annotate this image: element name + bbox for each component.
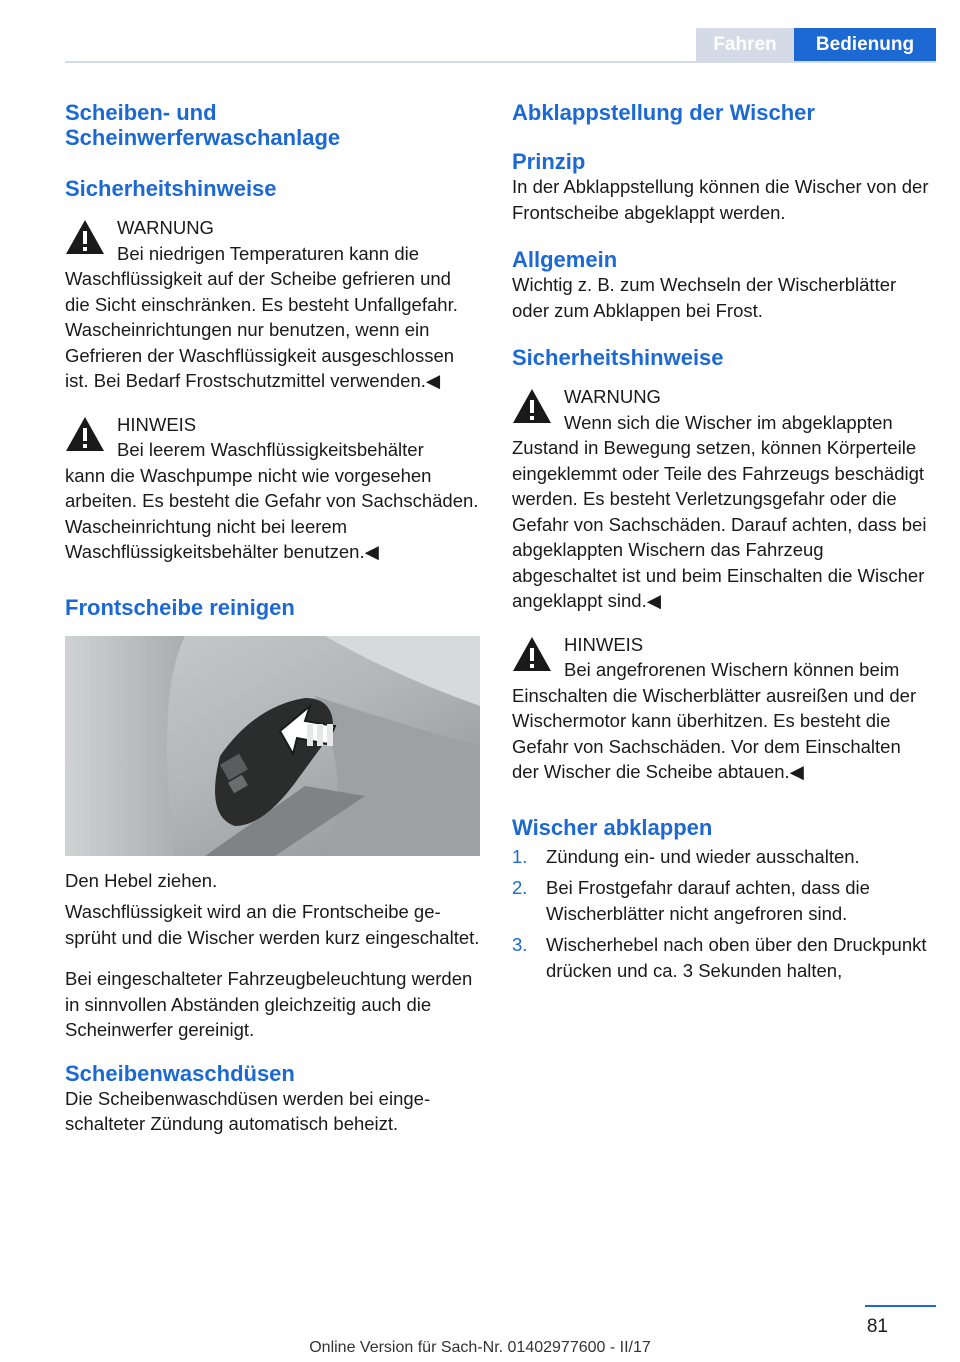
- spray-text: Waschflüssigkeit wird an die Frontscheibe gesprüht und die Wischer werden kurz eingeschaltet.: [65, 901, 480, 948]
- warning-text: Waschflüssigkeit auf der Scheibe gefrieren und die Sicht einschränken. Es besteht Unfallgefahr. Wascheinrichtungen nur benutzen, wenn ein Gefrieren der Waschflüssigkeit ausgeschlossen ist. Bei Bedarf Frostschutzmittel verwenden.◀: [65, 268, 458, 391]
- left-column: [65, 100, 480, 1137]
- right-column: [512, 100, 932, 989]
- hinweis-block-left: [65, 412, 480, 565]
- heading-safety-right: Sicherheitshinweise: [512, 345, 724, 370]
- heading-nozzles: Scheibenwaschdüsen: [65, 1060, 295, 1086]
- list-item: [512, 932, 932, 983]
- warning-triangle-icon: [512, 636, 552, 672]
- hinweis-label: HINWEIS: [564, 633, 644, 655]
- general-text: Wichtig z. B. zum Wechseln der Wischerblätter oder zum Abklappen bei Frost.: [512, 274, 897, 321]
- hinweis-block-right: [512, 632, 932, 785]
- headlight-cleaning-text: Bei eingeschalteter Fahrzeugbeleuchtung werden in sinnvollen Abständen gleichzeitig auch die Scheinwerfer gereinigt.: [65, 968, 473, 1040]
- hinweis-text: kann die Waschpumpe nicht wie vorgesehen arbeiten. Es besteht die Gefahr von Sachschäden. Wascheinrichtung nicht bei leerem Waschflüssigkeitsbehälter benutzen.◀: [65, 464, 479, 562]
- step-number: 1.: [512, 845, 528, 867]
- footer-divider: [865, 1305, 936, 1307]
- warning-text-first: Wenn sich die Wischer im abgeklappten: [564, 411, 893, 433]
- section-title-fold-position: Abklappstellung der Wischer: [512, 100, 815, 125]
- wiper-lever-photo: [65, 636, 480, 856]
- principle-text: In der Abklappstellung können die Wischer von der Frontscheibe abgeklappt werden.: [512, 176, 929, 223]
- warning-label: WARNUNG: [564, 386, 661, 407]
- chapter-tabs: [696, 28, 936, 62]
- hinweis-text-first: Bei leerem Waschflüssigkeitsbehälter: [117, 439, 424, 460]
- pull-lever-text: Den Hebel ziehen.: [65, 869, 218, 891]
- hinweis-label: HINWEIS: [117, 413, 197, 435]
- warning-triangle-icon: [65, 416, 105, 452]
- step-text: Zündung ein- und wieder ausschalten.: [546, 845, 860, 867]
- header-divider: [65, 61, 936, 63]
- warning-triangle-icon: [65, 219, 105, 255]
- tab-bedienung[interactable]: Bedienung: [794, 28, 936, 62]
- page-number: 81: [866, 1316, 888, 1337]
- step-number: 3.: [512, 934, 528, 955]
- warning-block-right: [512, 384, 932, 614]
- hinweis-text: Einschalten die Wischerblätter ausreißen und der Wischermotor kann überhitzen. Es besteht die Gefahr von Sachschäden. Vor dem Einschalten der Wischer die Scheibe abtauen.◀: [512, 684, 917, 782]
- heading-general: Allgemein: [512, 247, 618, 272]
- warning-text-first: Bei niedrigen Temperaturen kann die: [117, 242, 420, 264]
- heading-fold-wipers: Wischer abklappen: [512, 814, 713, 840]
- tab-fahren[interactable]: Fahren: [696, 28, 794, 62]
- list-item: [512, 875, 932, 926]
- fold-steps-list: [512, 844, 932, 984]
- online-version-note: Online Version für Sach-Nr. 01402977600 - II/17: [309, 1339, 651, 1356]
- warning-block-left: [65, 215, 480, 394]
- section-title-washer: Scheiben- und Scheinwerferwaschanlage: [65, 100, 341, 150]
- step-number: 2.: [512, 877, 528, 898]
- step-text: Wischerhebel nach oben über den Druckpunkt drücken und ca. 3 Sekunden halten,: [546, 934, 927, 981]
- list-item: [512, 844, 932, 870]
- heading-safety-left: Sicherheitshinweise: [65, 176, 277, 201]
- warning-text: Zustand in Bewegung setzen, können Körperteile eingeklemmt oder Teile des Fahrzeugs beschädigt werden. Es besteht Verletzungsgefahr oder die Gefahr von Sachschäden. Darauf achten, dass bei abgeklappten Wischern das Fahrzeug abgeschaltet ist und beim Einschalten die Wischer angeklappt sind.◀: [512, 437, 927, 611]
- warning-label: WARNUNG: [117, 217, 214, 238]
- heading-clean-windshield: Frontscheibe reinigen: [65, 594, 295, 620]
- hinweis-text-first: Bei angefrorenen Wischern können beim: [564, 659, 900, 680]
- nozzle-text: Die Scheibenwaschdüsen werden bei eingeschalteter Zündung automatisch beheizt.: [65, 1087, 431, 1134]
- step-text: Bei Frostgefahr darauf achten, dass die Wischerblätter nicht angefroren sind.: [546, 877, 870, 924]
- heading-principle: Prinzip: [512, 149, 586, 174]
- warning-triangle-icon: [512, 388, 552, 424]
